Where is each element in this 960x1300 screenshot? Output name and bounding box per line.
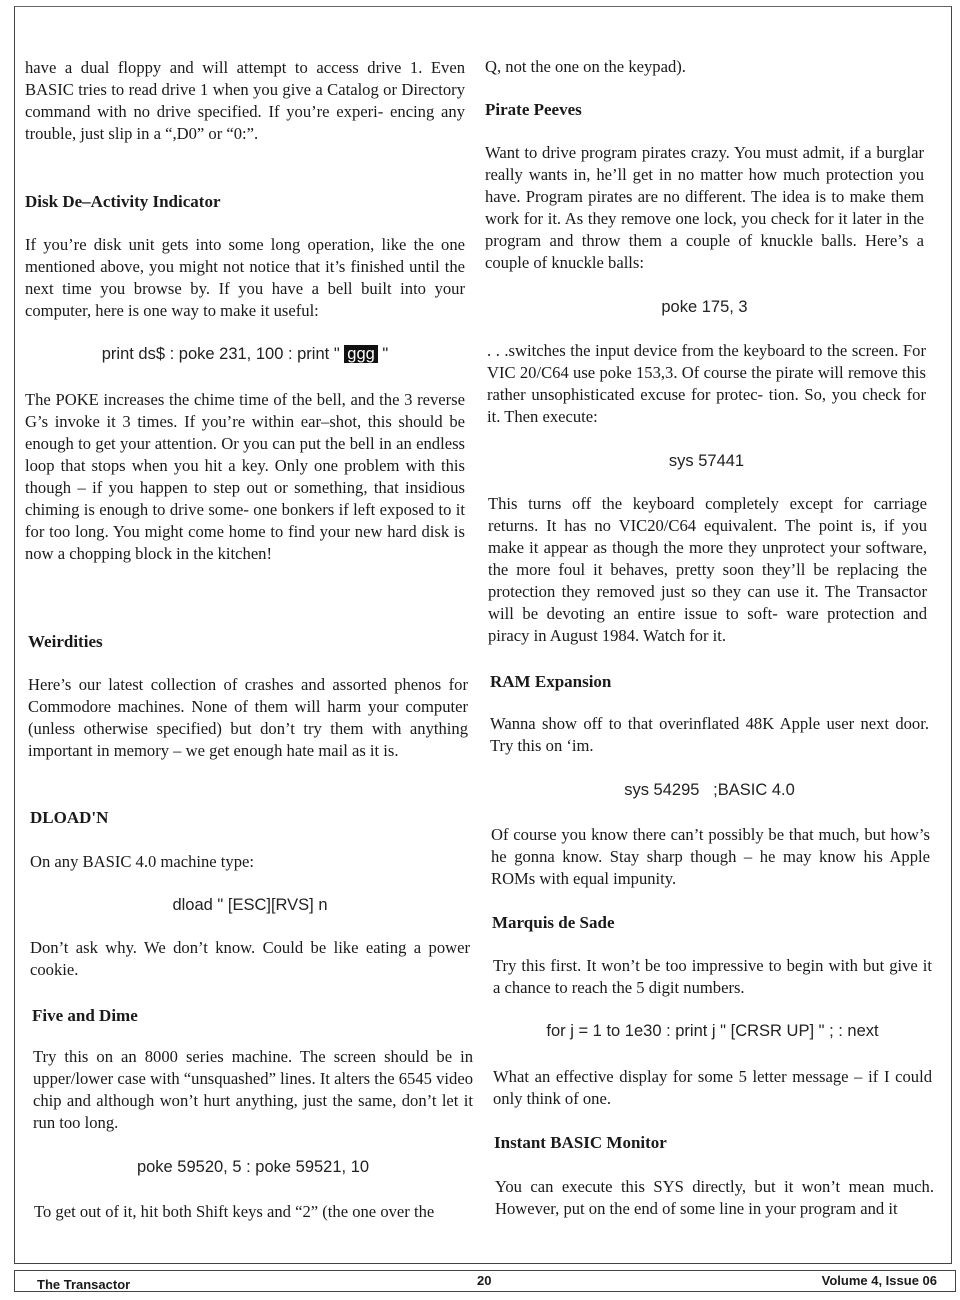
paragraph: What an effective display for some 5 letter message – if I could only think of one. [493,1067,932,1108]
intro-paragraph: have a dual floppy and will attempt to access drive 1. Even BASIC tries to read drive 1 when you give a Catalog or Directory command with no drive specified. If you’re experi- encing any trouble, just slip in a “,D0” or “0:”. [25,58,465,143]
heading-instant-basic-monitor: Instant BASIC Monitor [494,1133,667,1152]
publication-name: The Transactor [37,1277,131,1292]
code-snippet: dload " [ESC][RVS] n [172,896,328,914]
code-snippet: poke 59520, 5 : poke 59521, 10 [136,1158,370,1176]
continuation-paragraph: Q, not the one on the keypad). [485,57,686,76]
paragraph: You can execute this SYS directly, but it won’t mean much. However, put on the end of some line in your program and it [495,1177,934,1218]
heading-five-and-dime: Five and Dime [32,1006,138,1025]
paragraph: To get out of it, hit both Shift keys and “2” (the one over the [34,1202,435,1221]
heading-ram-expansion: RAM Expansion [490,672,612,691]
paragraph: Don’t ask why. We don’t know. Could be like eating a power cookie. [30,938,470,979]
heading-marquis-de-sade: Marquis de Sade [492,913,615,932]
paragraph: The POKE increases the chime time of the bell, and the 3 reverse G’s invoke it 3 times. If you’re within ear–shot, this should be enough to get your attention. Or you can put the bell in an endless loop that stops when you hit a key. Only one problem with this though – if you happen to step out or something, that insidious chiming is enough to drive some- one bonkers if left exposed to it for too long. You might come home to find your new hard disk is now a chopping block in the kitchen! [25,390,465,563]
paragraph: Want to drive program pirates crazy. You must admit, if a burglar really wants in, he’ll get in no matter how much protection you have. Program pirates are no different. The idea is to make them work for it. As they remove one lock, you check for it later in the program and throw them a couple of knuckle balls. Here’s a couple of knuckle balls: [485,143,924,272]
paragraph: This turns off the keyboard completely except for carriage returns. It has no VIC20/C64 equivalent. The point is, if you make it appear as though the more they unprotect your software, the more foul it behaves, pretty soon they’ll be replacing the protection they removed just so they can use it. The Transactor will be devoting an entire issue to soft- ware protection and piracy in August 1984. Watch for it. [488,494,927,645]
code-snippet: for j = 1 to 1e30 : print j " [CRSR UP] " ; : next [546,1022,879,1040]
heading-dload-n: DLOAD'N [30,808,109,827]
issue-label: Volume 4, Issue 06 [821,1273,937,1288]
paragraph: Wanna show off to that overinflated 48K Apple user next door. Try this on ‘im. [490,714,929,755]
code-suffix: " [382,345,389,363]
paragraph: Try this on an 8000 series machine. The screen should be in upper/lower case with “unsquashed” lines. It alters the 6545 video chip and although won’t hurt anything, just the same, don’t let it run too long. [33,1047,473,1132]
paragraph: Here’s our latest collection of crashes and assorted phenos for Commodore machines. None of them will harm your computer (unless otherwise specified) but don’t try them with anything important in memory – we get enough hate mail as it is. [28,675,468,760]
paragraph: . . .switches the input device from the keyboard to the screen. For VIC 20/C64 use poke 153,3. Of course the pirate will remove this rather unsophisticated excuse for protec- tion. So, you check for it. Then execute: [487,341,926,426]
code-snippet: poke 175, 3 [661,298,748,316]
page-footer [14,1270,956,1292]
paragraph: On any BASIC 4.0 machine type: [30,852,254,871]
reverse-video-text: ggg [344,345,378,363]
paragraph: If you’re disk unit gets into some long operation, like the one mentioned above, you might not notice that it’s finished until the next time you browse by. If you have a bell built into your computer, here is one way to make it useful: [25,235,465,320]
heading-disk-de-activity: Disk De–Activity Indicator [25,192,221,211]
code-prefix: print ds$ : poke 231, 100 : print " [101,345,340,363]
code-snippet [25,343,465,365]
page-number: 20 [477,1273,492,1288]
heading-pirate-peeves: Pirate Peeves [485,100,582,119]
paragraph: Of course you know there can’t possibly be that much, but how’s he gonna know. Stay sharp though – he may know his Apple ROMs with equal impunity. [491,825,930,888]
code-snippet: sys 54295 ;BASIC 4.0 [624,781,795,799]
heading-weirdities: Weirdities [28,632,103,651]
paragraph: Try this first. It won’t be too impressive to begin with but give it a chance to reach the 5 digit numbers. [493,956,932,997]
code-snippet: sys 57441 [668,452,745,470]
